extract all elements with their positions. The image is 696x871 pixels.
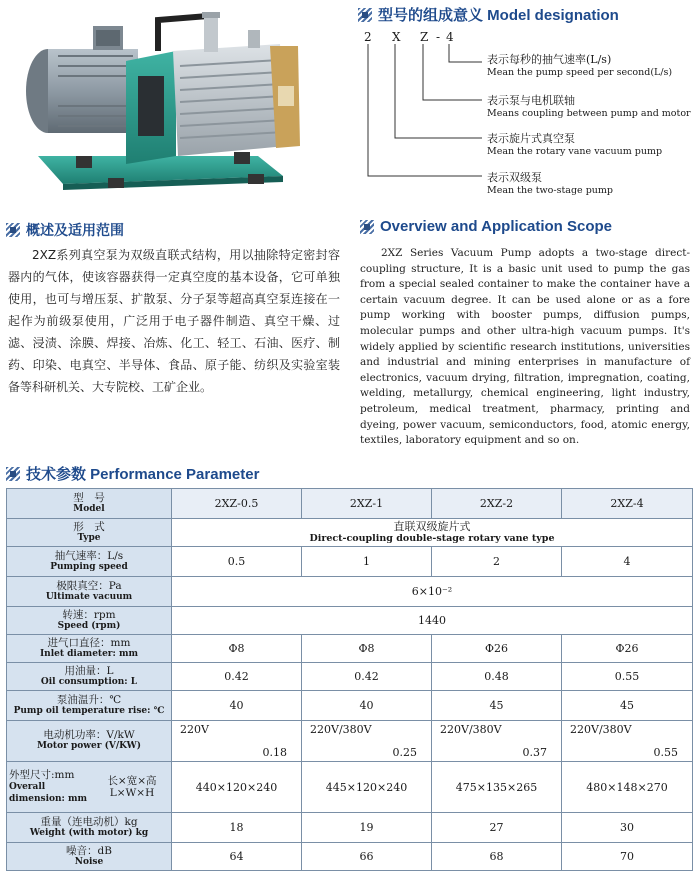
table-cell: 0.5 <box>172 547 302 577</box>
row-label: 噪音：dB Noise <box>7 843 172 871</box>
code-char: X <box>392 30 401 44</box>
section-mark-icon <box>360 220 374 234</box>
row-label: 外型尺寸:mm Overall dimension: mm 长×宽×高 L×W×H <box>7 762 172 813</box>
section-mark-icon <box>358 8 372 22</box>
table-row <box>7 691 693 721</box>
row-label: 电动机功率：V/kW Motor power (V/KW) <box>7 721 172 762</box>
motor-cell: 220V/380V 0.55 <box>562 721 693 762</box>
code-char: 4 <box>446 30 454 44</box>
table-row <box>7 762 693 813</box>
row-label: 形 式 Type <box>7 519 172 547</box>
table-cell: 30 <box>562 813 693 843</box>
table-cell: 64 <box>172 843 302 871</box>
overview-heading-en: Overview and Application Scope <box>360 218 612 235</box>
table-cell: Φ26 <box>432 635 562 663</box>
table-cell: 2 <box>432 547 562 577</box>
table-cell: 70 <box>562 843 693 871</box>
vacuum-pump-image <box>8 6 308 196</box>
table-row <box>7 547 693 577</box>
code-char: - <box>436 30 441 44</box>
row-label: 进气口直径：mm Inlet diameter: mm <box>7 635 172 663</box>
designation-item: 表示旋片式真空泵 Mean the rotary vane vacuum pump <box>487 132 663 157</box>
row-label: 转速：rpm Speed (rpm) <box>7 607 172 635</box>
designation-item: 表示泵与电机联轴 Means coupling between pump and motor <box>487 94 691 119</box>
overview-heading-cn: 概述及适用范围 <box>6 220 124 240</box>
table-cell: 0.42 <box>172 663 302 691</box>
table-row <box>7 843 693 871</box>
section-mark-icon <box>6 223 20 237</box>
table-cell: 1 <box>302 547 432 577</box>
table-row <box>7 813 693 843</box>
table-row <box>7 577 693 607</box>
model-header: 2XZ-4 <box>562 489 693 519</box>
designation-leader-lines <box>350 40 490 190</box>
code-char: 2 <box>364 30 372 44</box>
table-row <box>7 721 693 762</box>
model-header: 2XZ-1 <box>302 489 432 519</box>
table-row <box>7 519 693 547</box>
model-designation-title: 型号的组成意义 Model designation <box>378 7 619 24</box>
table-cell: 475×135×265 <box>432 762 562 813</box>
table-row <box>7 607 693 635</box>
motor-cell: 220V/380V 0.37 <box>432 721 562 762</box>
row-label: 重量（连电动机）kg Weight (with motor) kg <box>7 813 172 843</box>
table-cell: 45 <box>562 691 693 721</box>
table-cell: Φ26 <box>562 635 693 663</box>
row-label: 泵油温升：℃ Pump oil temperature rise: ℃ <box>7 691 172 721</box>
table-cell: 440×120×240 <box>172 762 302 813</box>
overview-text-en: 2XZ Series Vacuum Pump adopts a two-stage direct-coupling structure, It is a basic unit used to pump the gas from a special sealed container to make the container have a certain vacuum degree. It can be used alone or as a fore pump working with booster pumps, diffusion pumps, molecular pumps and other ultra-high vacuum pumps. It's widely applied by scientific research institutions, universities and industrial and mining enterprises in manufacture of electronics, vacuum drying, filtration, impregnation, coating, welding, metallurgy, chemical engineering, light industry, petroleum, medical treatment, pharmacy, printing and dyeing, power vacuum, semiconductors, food, atomic energy, textiles, laboratory equipment and so on. <box>360 247 690 447</box>
model-header: 2XZ-0.5 <box>172 489 302 519</box>
row-label: 极限真空：Pa Ultimate vacuum <box>7 577 172 607</box>
model-header: 2XZ-2 <box>432 489 562 519</box>
overview-text-cn: 2XZ系列真空泵为双级直联式结构，用以抽除特定密封容器内的气体，使该容器获得一定真空度的基本设备，它可单独使用，也可与增压泵、扩散泵、分子泵等超高真空泵连接在一起作为前级泵使用，广泛用于电子器件制造、真空干燥、过滤、浸渍、涂膜、焊接、冶炼、化工、轻工、石油、医疗、制药、印染、电真空、半导体、食品、原子能、纺织及实验室装备等科研机关、大专院校、工矿企业。 <box>8 248 340 394</box>
table-cell: 40 <box>302 691 432 721</box>
table-cell: 480×148×270 <box>562 762 693 813</box>
row-label: 型 号 Model <box>7 489 172 519</box>
model-designation-heading <box>358 4 619 25</box>
table-cell: 27 <box>432 813 562 843</box>
table-cell: Φ8 <box>302 635 432 663</box>
table-row <box>7 663 693 691</box>
table-cell: 0.48 <box>432 663 562 691</box>
table-cell: 40 <box>172 691 302 721</box>
table-row <box>7 635 693 663</box>
motor-cell: 220V/380V 0.25 <box>302 721 432 762</box>
designation-item: 表示双级泵 Mean the two-stage pump <box>487 171 613 196</box>
vacuum-value: 6×10⁻² <box>172 577 693 607</box>
performance-heading: 技术参数 Performance Parameter <box>6 463 259 484</box>
table-row <box>7 489 693 519</box>
table-cell: 4 <box>562 547 693 577</box>
motor-cell: 220V 0.18 <box>172 721 302 762</box>
table-cell: 0.42 <box>302 663 432 691</box>
table-cell: 66 <box>302 843 432 871</box>
table-cell: 68 <box>432 843 562 871</box>
performance-table <box>6 488 693 871</box>
table-cell: 45 <box>432 691 562 721</box>
table-cell: 18 <box>172 813 302 843</box>
type-value: 直联双级旋片式 Direct-coupling double-stage rotary vane type <box>172 519 693 547</box>
code-char: Z <box>420 30 429 44</box>
table-cell: 19 <box>302 813 432 843</box>
table-cell: Φ8 <box>172 635 302 663</box>
row-label: 用油量：L Oil consumption: L <box>7 663 172 691</box>
designation-item: 表示每秒的抽气速率(L/s) Mean the pump speed per second(L/s) <box>487 53 673 78</box>
rpm-value: 1440 <box>172 607 693 635</box>
row-label: 抽气速率：L/s Pumping speed <box>7 547 172 577</box>
table-cell: 445×120×240 <box>302 762 432 813</box>
table-cell: 0.55 <box>562 663 693 691</box>
section-mark-icon <box>6 467 20 481</box>
